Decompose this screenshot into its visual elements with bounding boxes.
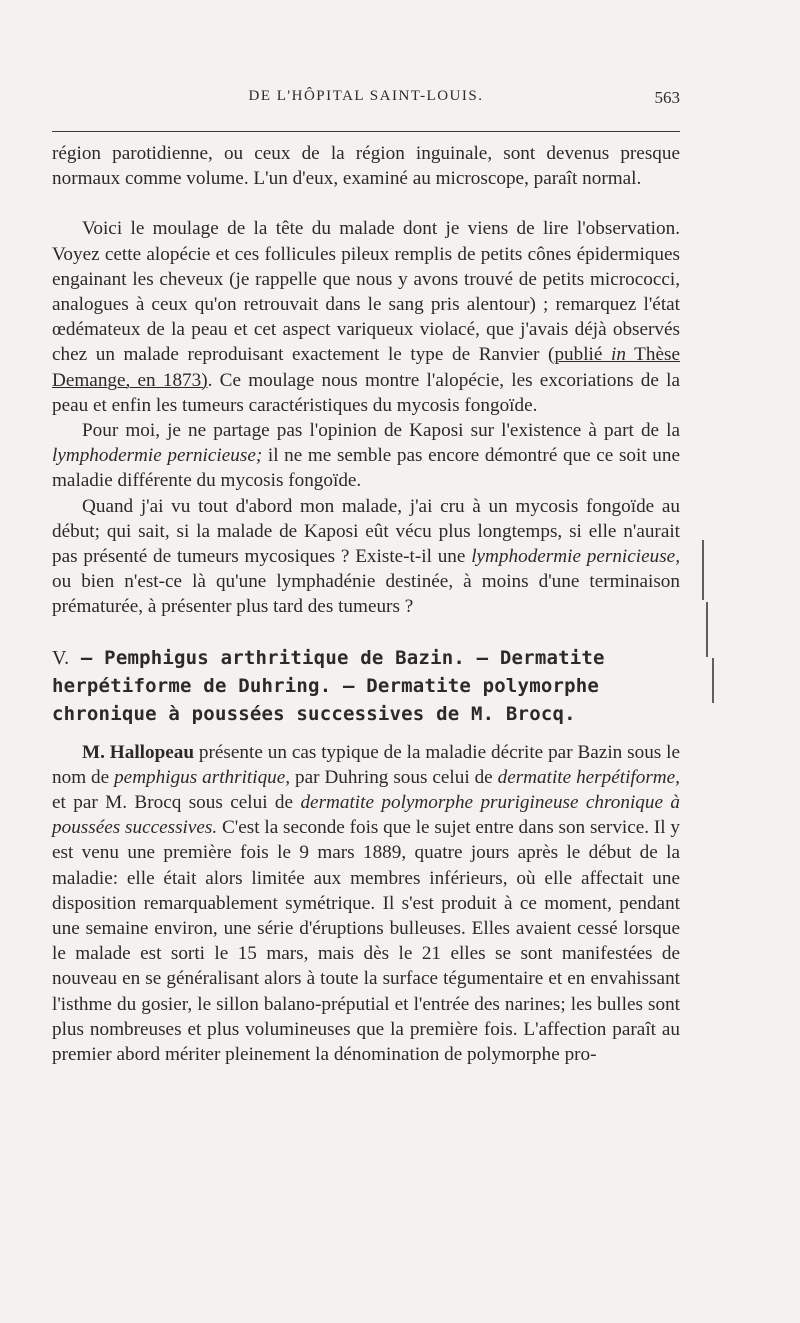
pencil-stroke <box>702 540 704 600</box>
section-heading: V. — Pemphigus arthritique de Bazin. — Dermatite herpétiforme de Duhring. — Dermatite polymorphe chronique à poussées successives de M. Brocq. <box>52 646 605 725</box>
margin-pencil-marks <box>700 540 722 705</box>
header-rule <box>52 131 680 132</box>
paragraph-hallopeau-case: M. Hallopeau présente un cas typique de la maladie décrite par Bazin sous le nom de pemphigus arthritique, par Duhring sous celui de dermatite herpétiforme, et par M. Brocq sous celui de dermatite polymorphe prurigineuse chronique à poussées successives. C'est la seconde fois que le sujet entre dans son service. Il y est venu une première fois le 9 mars 1889, quatre jours après le début de la maladie: elle était alors limitée aux membres inférieurs, où elle affectait une disposition remarquablement symétrique. Il s'est produit à ce moment, pendant une semaine environ, une série d'éruptions bulleuses. Elles avaient cessé lorsque le malade est sorti le 15 mars, mais dès le 21 elles se sont manifestées de nouveau en se généralisant alors à toute la surface tégumentaire et en envahissant l'isthme du gosier, le sillon balano-préputial et l'entrée des narines; les bulles sont plus nombreuses et plus volumineuses que la première fois. L'affection paraît au premier abord mériter pleinement la dénomination de polymorphe pro- <box>52 741 681 1066</box>
running-head-title: DE L'HÔPITAL SAINT-LOUIS. <box>248 88 484 104</box>
paragraph-continuation: région parotidienne, ou ceux de la région inguinale, sont devenus presque normaux comme volume. L'un d'eux, examiné au microscope, paraît normal. <box>52 143 680 190</box>
paragraph-moulage: Voici le moulage de la tête du malade dont je viens de lire l'observation. Voyez cette alopécie et ces follicules pileux remplis de petits cônes épidermiques engainant les cheveux (je rappelle que nous y avons trouvé de petits micrococci, analogues à ceux qu'on retrouvait dans le sang pris alentour) ; remarquez l'état œdémateux de la peau et cet aspect variqueux violacé, que j'avais déjà observés chez un malade reproduisant exactement le type de Ranvier (publié in Thèse Demange, en 1873). Ce moulage nous montre l'alopécie, les excoriations de la peau et enfin les tumeurs caractéristiques du mycosis fongoïde. <box>52 218 680 416</box>
paragraph-kaposi-opinion: Pour moi, je ne partage pas l'opinion de Kaposi sur l'existence à part de la lymphodermie pernicieuse; il ne me semble pas encore démontré que ce soit une maladie différente du mycosis fongoïde. <box>52 420 680 492</box>
underlined-reference: publié in Thèse Demange, en 1873) <box>52 344 680 391</box>
page-body <box>52 141 680 1067</box>
pencil-stroke <box>706 602 708 657</box>
page-number: 563 <box>654 88 680 107</box>
speaker-name: M. Hallopeau <box>82 741 195 763</box>
pencil-stroke <box>712 658 714 703</box>
paragraph-mycosis-question: Quand j'ai vu tout d'abord mon malade, j'ai cru à un mycosis fongoïde au début; qui sait, si la malade de Kaposi eût vécu plus longtemps, si elle n'aurait pas présenté de tumeurs mycosiques ? Existe-t-il une lymphodermie pernicieuse, ou bien n'est-ce là qu'une lymphadénie destinée, à moins d'une terminaison prématurée, à présenter plus tard des tumeurs ? <box>52 495 680 618</box>
running-head <box>52 88 680 114</box>
